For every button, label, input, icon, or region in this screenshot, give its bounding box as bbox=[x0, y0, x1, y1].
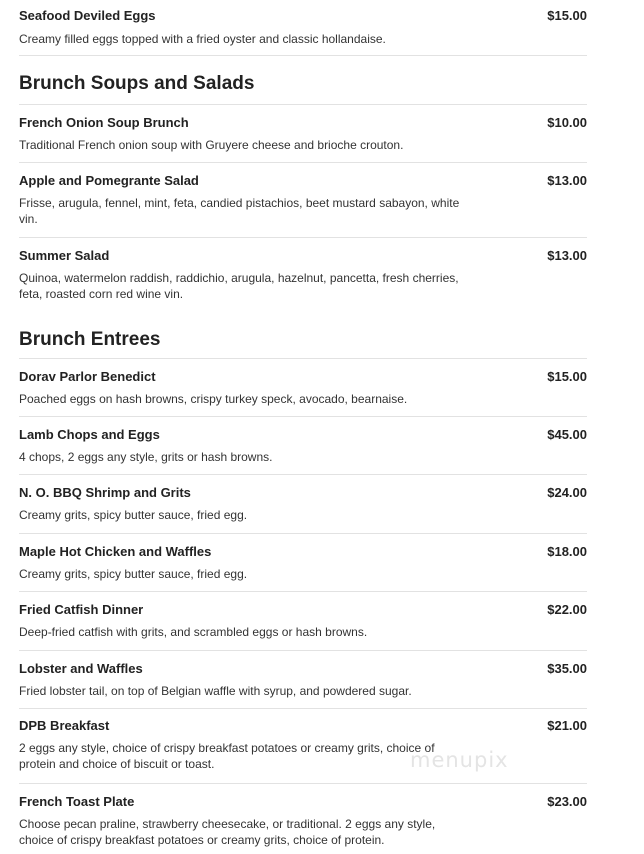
item-description: Traditional French onion soup with Gruyere cheese and brioche crouton. bbox=[19, 138, 404, 152]
item-name: Dorav Parlor Benedict bbox=[19, 369, 156, 384]
item-price: $23.00 bbox=[547, 794, 587, 809]
item-price: $24.00 bbox=[547, 485, 587, 500]
menu-item bbox=[19, 417, 587, 475]
item-description: 2 eggs any style, choice of crispy breakfast potatoes or creamy grits, choice of protein and choice of biscuit or toast. bbox=[19, 741, 435, 771]
item-name: DPB Breakfast bbox=[19, 718, 110, 733]
item-price: $21.00 bbox=[547, 718, 587, 733]
item-price: $22.00 bbox=[547, 602, 587, 617]
section-title: Brunch Soups and Salads bbox=[19, 56, 587, 105]
item-description: Frisse, arugula, fennel, mint, feta, candied pistachios, beet mustard sabayon, white vin. bbox=[19, 196, 460, 226]
menu-item bbox=[19, 592, 587, 651]
item-description: Quinoa, watermelon raddish, raddichio, arugula, hazelnut, pancetta, fresh cherries, feta, roasted corn red wine vin. bbox=[19, 271, 459, 301]
item-name: Lamb Chops and Eggs bbox=[19, 427, 160, 442]
item-description: Creamy filled eggs topped with a fried oyster and classic hollandaise. bbox=[19, 32, 386, 46]
section-title: Brunch Entrees bbox=[19, 313, 587, 359]
item-description: Fried lobster tail, on top of Belgian waffle with syrup, and powdered sugar. bbox=[19, 684, 412, 698]
menu-item bbox=[19, 238, 587, 313]
item-price: $45.00 bbox=[547, 427, 587, 442]
item-description: Choose pecan praline, strawberry cheesecake, or traditional. 2 eggs any style, choice of crispy breakfast potatoes or creamy grits, choice of protein. bbox=[19, 817, 436, 847]
item-description: Creamy grits, spicy butter sauce, fried egg. bbox=[19, 567, 248, 581]
item-price: $18.00 bbox=[547, 544, 587, 559]
item-description: 4 chops, 2 eggs any style, grits or hash browns. bbox=[19, 450, 273, 464]
item-name: N. O. BBQ Shrimp and Grits bbox=[19, 485, 191, 500]
item-price: $15.00 bbox=[547, 369, 587, 384]
menu bbox=[19, 0, 587, 854]
item-name: Seafood Deviled Eggs bbox=[19, 8, 156, 23]
menu-item bbox=[19, 0, 587, 56]
item-price: $13.00 bbox=[547, 173, 587, 188]
item-name: Summer Salad bbox=[19, 248, 110, 263]
item-name: Apple and Pomegrante Salad bbox=[19, 173, 199, 188]
item-price: $15.00 bbox=[547, 8, 587, 23]
menupix-watermark: menupix bbox=[410, 748, 509, 772]
menu-item bbox=[19, 475, 587, 534]
menu-item bbox=[19, 163, 587, 238]
item-name: Fried Catfish Dinner bbox=[19, 602, 144, 617]
item-description: Deep-fried catfish with grits, and scrambled eggs or hash browns. bbox=[19, 625, 368, 639]
menu-item bbox=[19, 359, 587, 417]
item-name: French Onion Soup Brunch bbox=[19, 115, 189, 130]
item-price: $35.00 bbox=[547, 661, 587, 676]
item-price: $13.00 bbox=[547, 248, 587, 263]
item-price: $10.00 bbox=[547, 115, 587, 130]
menu-item bbox=[19, 709, 587, 784]
item-description: Creamy grits, spicy butter sauce, fried egg. bbox=[19, 508, 248, 522]
item-name: Lobster and Waffles bbox=[19, 661, 143, 676]
menu-item bbox=[19, 534, 587, 592]
item-name: Maple Hot Chicken and Waffles bbox=[19, 544, 212, 559]
menu-item bbox=[19, 651, 587, 709]
item-description: Poached eggs on hash browns, crispy turkey speck, avocado, bearnaise. bbox=[19, 392, 408, 406]
menu-item bbox=[19, 105, 587, 163]
item-name: French Toast Plate bbox=[19, 794, 135, 809]
